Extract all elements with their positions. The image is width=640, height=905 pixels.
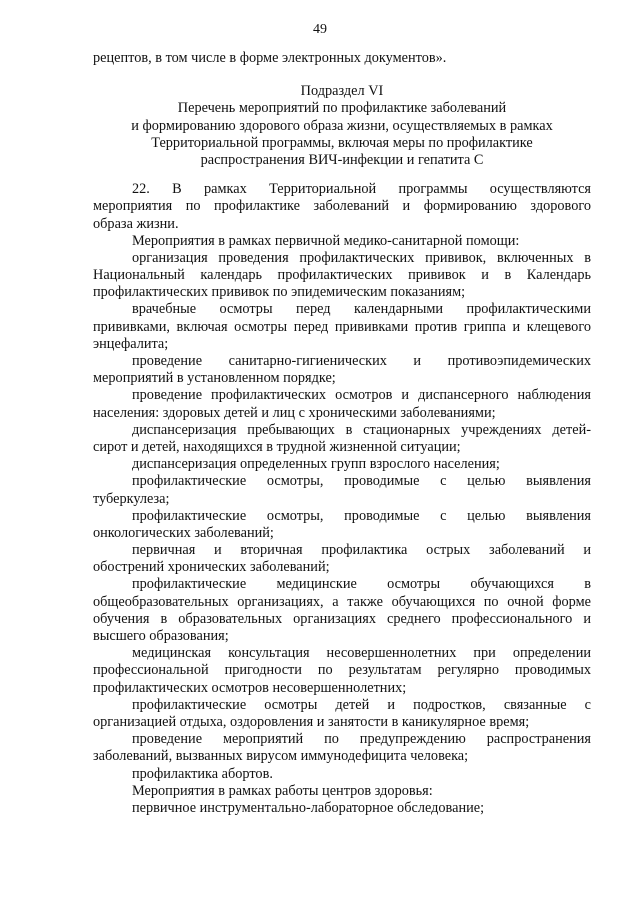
paragraph-line: профилактические осмотры, проводимые с целью выявления [132, 507, 591, 524]
section-title-line: Территориальной программы, включая меры по профилактике [151, 134, 533, 151]
paragraph-line: обострений хронических заболеваний; [93, 559, 330, 576]
paragraph-line: Мероприятия в рамках первичной медико-санитарной помощи: [132, 232, 520, 249]
paragraph-line: мероприятий в установленном порядке; [93, 370, 336, 387]
paragraph-line: профессиональной пригодности по результатам регулярно проводимых [93, 662, 591, 679]
paragraph [93, 576, 591, 645]
paragraph [93, 800, 591, 817]
paragraph-line: профилактика абортов. [132, 765, 273, 782]
paragraph-line: профилактических прививок по эпидемическим показаниям; [93, 284, 466, 301]
paragraph-line: профилактических осмотров несовершеннолетних; [93, 679, 407, 696]
paragraph-line: диспансеризация пребывающих в стационарных учреждениях детей- [132, 421, 591, 438]
paragraph [93, 508, 591, 542]
paragraph [93, 181, 591, 233]
paragraph [93, 731, 591, 765]
paragraph-line: профилактические осмотры, проводимые с целью выявления [132, 473, 591, 490]
paragraph-line: профилактические медицинские осмотры обучающихся в [132, 576, 591, 593]
paragraph [93, 766, 591, 783]
document-body [93, 50, 591, 817]
section-title [93, 100, 591, 169]
section-title-line: распространения ВИЧ-инфекции и гепатита С [200, 151, 484, 168]
paragraph-line: первичное инструментально-лабораторное обследование; [132, 799, 485, 816]
paragraph-line: проведение санитарно-гигиенических и противоэпидемических [132, 353, 591, 369]
paragraph [93, 387, 591, 421]
paragraph-line: врачебные осмотры перед календарными профилактическими [132, 301, 591, 318]
paragraph-line: проведение мероприятий по предупреждению распространения [132, 731, 591, 748]
paragraph [93, 250, 591, 302]
paragraph [93, 353, 591, 387]
paragraph [93, 473, 591, 507]
paragraph-line: сирот и детей, находящихся в трудной жизненной ситуации; [93, 438, 461, 455]
paragraph-line: обучения в образовательных организациях среднего профессионального и [93, 610, 591, 627]
paragraph-line: высшего образования; [93, 628, 229, 644]
paragraph [93, 542, 591, 576]
section-title-line: и формированию здорового образа жизни, осуществляемых в рамках [131, 117, 553, 134]
section-title-line: Перечень мероприятий по профилактике заболеваний [177, 100, 507, 117]
paragraph-line: онкологических заболеваний; [93, 524, 274, 541]
paragraph-line: общеобразовательных организациях, а также обучающихся по очной форме [93, 593, 591, 610]
paragraph-line: образа жизни. [93, 215, 179, 232]
page-number: 49 [313, 22, 327, 37]
section-label: Подраздел VI [300, 83, 384, 100]
paragraph-line: Мероприятия в рамках работы центров здоровья: [132, 782, 433, 799]
paragraph-line: 22. В рамках Территориальной программы осуществляются [132, 181, 591, 198]
paragraph-line: мероприятия по профилактике заболеваний и формированию здорового [93, 198, 591, 215]
paragraph-line: прививками, включая осмотры перед прививками против гриппа и клещевого [93, 318, 591, 335]
paragraph-list [93, 181, 591, 817]
opening-line: рецептов, в том числе в форме электронных документов». [93, 50, 447, 66]
paragraph [93, 783, 591, 800]
paragraph-line: заболеваний, вызванных вирусом иммунодефицита человека; [93, 748, 469, 765]
paragraph-line: энцефалита; [93, 335, 169, 352]
paragraph [93, 645, 591, 697]
paragraph-line: диспансеризация определенных групп взрослого населения; [132, 456, 500, 473]
paragraph [93, 697, 591, 731]
paragraph-line: медицинская консультация несовершеннолетних при определении [132, 645, 591, 662]
paragraph-line: профилактические осмотры детей и подростков, связанные с [132, 696, 591, 713]
paragraph-line: туберкулеза; [93, 490, 170, 507]
paragraph [93, 422, 591, 456]
paragraph-line: населения: здоровых детей и лиц с хроническими заболеваниями; [93, 404, 496, 421]
paragraph [93, 456, 591, 473]
paragraph-line: первичная и вторичная профилактика острых заболеваний и [132, 542, 591, 559]
paragraph-line: Национальный календарь профилактических прививок и в Календарь [93, 267, 591, 284]
paragraph-line: организация проведения профилактических прививок, включенных в [132, 249, 591, 266]
paragraph-line: организацией отдыха, оздоровления и занятости в каникулярное время; [93, 713, 530, 730]
paragraph [93, 233, 591, 250]
paragraph-line: проведение профилактических осмотров и диспансерного наблюдения [132, 387, 591, 404]
paragraph [93, 301, 591, 353]
